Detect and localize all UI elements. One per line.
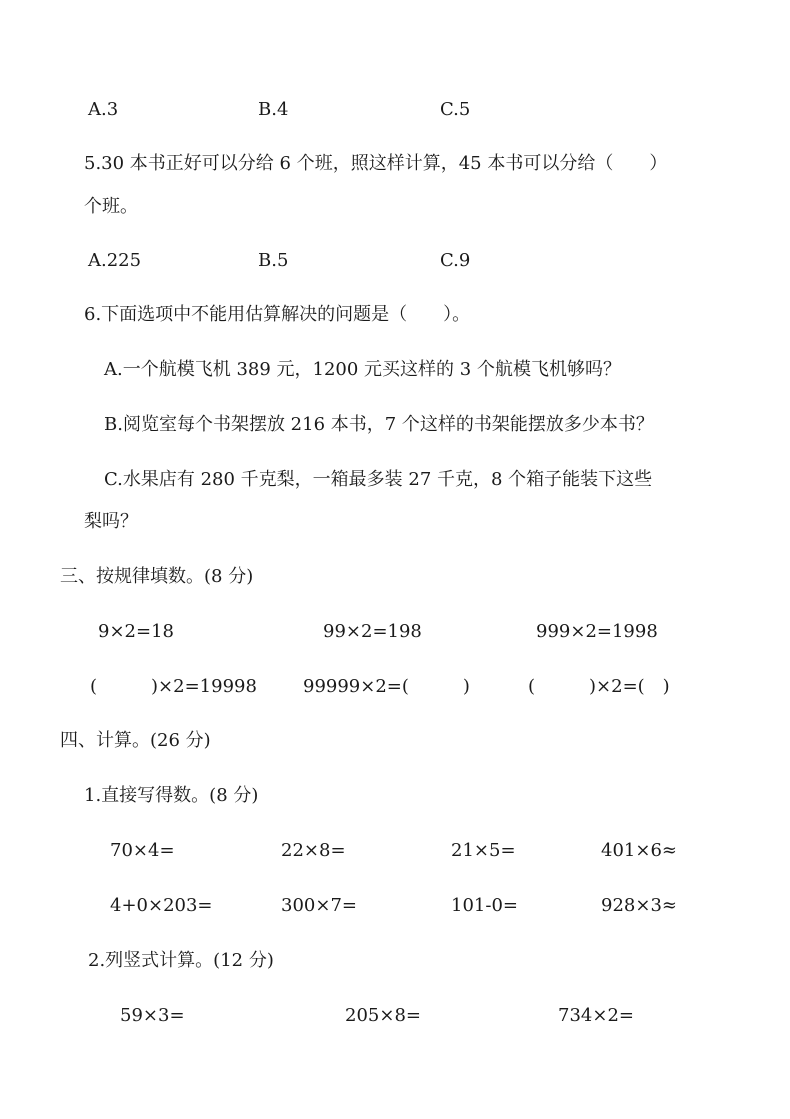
calc-item: 401×6≈	[601, 840, 677, 861]
vertical-calc-item: 59×3=	[120, 1005, 185, 1026]
pattern-blank-item: 99999×2=( )	[303, 676, 470, 697]
calc-item: 22×8=	[281, 840, 346, 861]
q6-option-a: A.一个航模飞机 389 元，1200 元买这样的 3 个航模飞机够吗？	[104, 359, 621, 380]
section3-title: 三、按规律填数。(8 分)	[60, 566, 254, 587]
q4-option-c: C.5	[440, 99, 471, 120]
section4-part1-title: 1.直接写得数。(8 分)	[84, 785, 259, 806]
pattern-blank-item: ( )×2=( )	[528, 676, 670, 697]
calc-item: 101-0=	[451, 895, 518, 916]
q5-option-c: C.9	[440, 250, 471, 271]
q5-option-b: B.5	[258, 250, 289, 271]
q5-option-a: A.225	[88, 250, 142, 271]
q6-option-b: B.阅览室每个书架摆放 216 本书，7 个这样的书架能摆放多少本书？	[104, 414, 654, 435]
calc-item: 4+0×203=	[110, 895, 213, 916]
pattern-item: 9×2=18	[98, 621, 174, 642]
q4-option-b: B.4	[258, 99, 289, 120]
q6-option-c-line2: 梨吗？	[84, 511, 138, 532]
q5-stem-line1: 5.30 本书正好可以分给 6 个班，照这样计算，45 本书可以分给（ ）	[84, 153, 668, 174]
q5-stem-line2: 个班。	[84, 196, 138, 217]
section4-part2-title: 2.列竖式计算。(12 分)	[88, 950, 274, 971]
calc-item: 928×3≈	[601, 895, 677, 916]
pattern-item: 999×2=1998	[536, 621, 658, 642]
section4-title: 四、计算。(26 分)	[60, 730, 211, 751]
q4-option-a: A.3	[88, 99, 119, 120]
calc-item: 21×5=	[451, 840, 516, 861]
calc-item: 70×4=	[110, 840, 175, 861]
q6-stem: 6.下面选项中不能用估算解决的问题是（ ）。	[84, 304, 471, 325]
pattern-blank-item: ( )×2=19998	[90, 676, 257, 697]
vertical-calc-item: 205×8=	[345, 1005, 421, 1026]
pattern-item: 99×2=198	[323, 621, 422, 642]
q6-option-c-line1: C.水果店有 280 千克梨，一箱最多装 27 千克，8 个箱子能装下这些	[104, 469, 653, 490]
vertical-calc-item: 734×2=	[558, 1005, 634, 1026]
calc-item: 300×7=	[281, 895, 357, 916]
